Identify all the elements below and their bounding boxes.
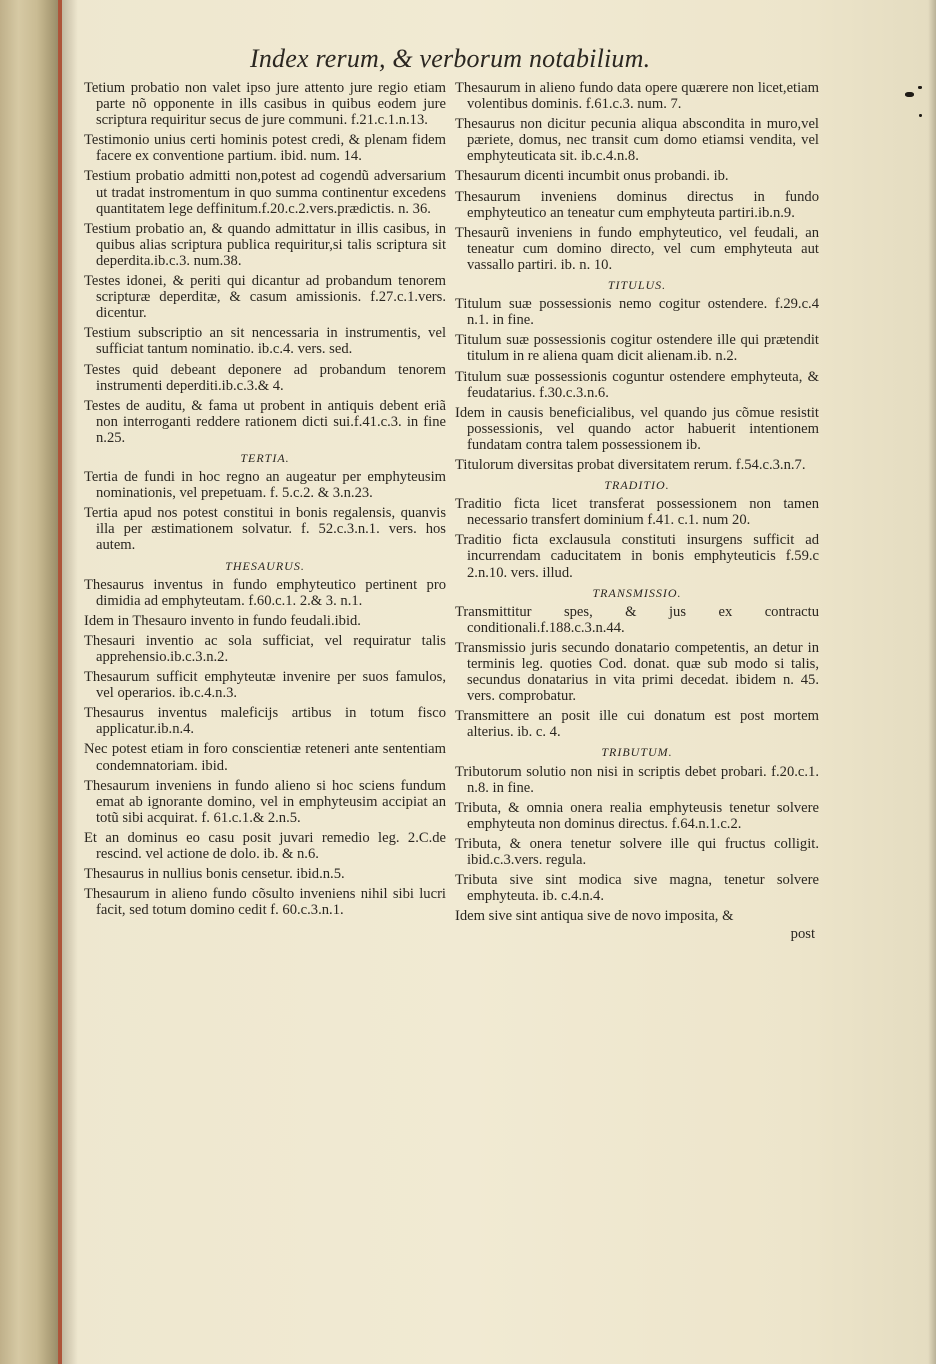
index-entry: Testes de auditu, & fama ut probent in antiquis debent eriã non interroganti reddere rationem dicti sui.f.41.c.3. in fine n.25. (84, 397, 446, 446)
index-column-left (84, 80, 446, 922)
index-entry: Idem in causis beneficialibus, vel quando jus cõmue resistit possessionis, vel quando actor habuerit intentionem fundatam contra talem possessionem ib. (455, 404, 819, 453)
index-entry: Idem sive sint antiqua sive de novo imposita, & (455, 908, 734, 925)
index-entry: Testes quid debeant deponere ad probandum tenorem instrumenti deperditi.ib.c.3.& 4. (84, 361, 446, 394)
page-right-edge (928, 0, 936, 1364)
index-entry: Idem in Thesauro invento in fundo feudali.ibid. (84, 612, 361, 629)
section-heading: THESAURUS. (225, 558, 305, 573)
index-entry: Tributa sive sint modica sive magna, tenetur solvere emphyteuta. ib. c.4.n.4. (455, 872, 819, 905)
index-entry: Tertia de fundi in hoc regno an augeatur per emphyteusim nominationis, vel prepetuam. f. 5.c.2. & 3.n.23. (84, 469, 446, 502)
index-entry: Thesauri inventio ac sola sufficiat, vel requiratur talis apprehensio.ib.c.3.n.2. (84, 632, 446, 665)
section-heading: TITULUS. (607, 278, 667, 293)
ink-speck (905, 92, 914, 97)
section-heading: TERTIA. (240, 450, 290, 465)
section-heading: TRANSMISSIO. (592, 585, 682, 600)
running-head: Index rerum, & verborum notabilium. (250, 44, 651, 73)
index-entry: Titulorum diversitas probat diversitatem rerum. f.54.c.3.n.7. (455, 456, 806, 473)
index-entry: Tributa, & onera tenetur solvere ille qui fructus colligit. ibid.c.3.vers. regula. (455, 835, 819, 869)
index-entry: Thesaurum inveniens in fundo alieno si hoc sciens fundum emat ab ignorante domino, vel in emphyteusim accipiat an totũ sibi acquirat. f. 61.c.1.& 2.n.5. (84, 777, 446, 826)
index-entry: Thesaurũ inveniens in fundo emphyteutico, vel feudali, an teneatur cum domino directo, vel cum emphyteuta aut vassallo partiri. ib. n. 10. (455, 224, 819, 273)
index-entry: Titulum suæ possessionis nemo cogitur ostendere. f.29.c.4 n.1. in fine. (455, 296, 819, 329)
index-entry: Nec potest etiam in foro conscientiæ reteneri ante sententiam condemnatoriam. ibid. (84, 741, 446, 774)
index-entry: Thesaurum inveniens dominus directus in fundo emphyteutico an teneatur cum emphyteuta partiri.ib.n.9. (455, 188, 819, 221)
ink-speck (918, 86, 922, 89)
index-entry: Thesaurum dicenti incumbit onus probandi. ib. (455, 168, 729, 185)
index-entry: Thesaurus in nullius bonis censetur. ibid.n.5. (84, 866, 345, 883)
index-entry: Thesaurum sufficit emphyteutæ invenire per suos famulos, vel operarios. ib.c.4.n.3. (84, 669, 446, 702)
index-entry: Thesaurus inventus maleficijs artibus in totum fisco applicatur.ib.n.4. (84, 705, 446, 738)
index-entry: Thesaurum in alieno fundo data opere quærere non licet,etiam volentibus dominis. f.61.c.3. num. 7. (455, 80, 819, 113)
ink-speck (919, 114, 922, 117)
index-entry: Thesaurum in alieno fundo cõsulto inveniens nihil sibi lucri facit, sed totum domino cedit f. 60.c.3.n.1. (84, 886, 446, 919)
index-column-right (455, 80, 819, 943)
gutter-shadow (62, 0, 78, 1364)
index-entry: Tributorum solutio non nisi in scriptis debet probari. f.20.c.1. n.8. in fine. (455, 763, 819, 796)
catchword: post (790, 926, 815, 943)
index-entry: Titulum suæ possessionis coguntur ostendere emphyteuta, & feudatarius. f.30.c.3.n.6. (455, 368, 819, 401)
index-entry: Et an dominus eo casu posit juvari remedio leg. 2.C.de rescind. vel actione de dolo. ib. & n.6. (84, 829, 446, 863)
index-entry: Tetium probatio non valet ipso jure attento jure regio etiam parte nõ opponente in ills casibus in quibus eodem jure scriptura requiritur secus de jure communi. f.21.c.1.n.13. (84, 80, 446, 129)
index-entry: Testium subscriptio an sit nencessaria in instrumentis, vel sufficiat tantum nominatio. ib.c.4. vers. sed. (84, 325, 446, 358)
index-entry: Testium probatio admitti non,potest ad cogendũ adversarium ut tradat instromentum in quo summa continentur excedens quantitatem lege deffinitum.f.20.c.2.vers.prædictis. n. 36. (84, 168, 446, 217)
index-entry: Testes idonei, & periti qui dicantur ad probandum tenorem scripturæ deperditæ, & casum amissionis. f.27.c.1.vers. dicentur. (84, 273, 446, 322)
index-entry: Thesaurus inventus in fundo emphyteutico pertinent pro dimidia ad emphyteutam. f.60.c.1. 2.& 3. n.1. (84, 576, 446, 609)
index-entry: Thesaurus non dicitur pecunia aliqua abscondita in muro,vel pæriete, domus, nec transit cum domo etiamsi vendita, vel emphyteuticata sit. ib.c.4.n.8. (455, 116, 819, 165)
index-entry: Tertia apud nos potest constitui in bonis regalensis, quanvis illa per æstimationem solvatur. f. 52.c.3.n.1. vers. hos autem. (84, 505, 446, 554)
index-entry: Transmissio juris secundo donatario competentis, an detur in terminis leg. quoties Cod. donat. quæ sub modo si talis, secundus donatarius in vita primi decedat. ibidem n. 45. vers. comprobatur. (455, 639, 819, 705)
book-binding (0, 0, 62, 1364)
index-entry: Titulum suæ possessionis cogitur ostendere ille qui prætendit titulum in re aliena quam dicit alienam.ib. n.2. (455, 332, 819, 365)
index-entry: Transmittitur spes, & jus ex contractu conditionali.f.188.c.3.n.44. (455, 603, 819, 636)
index-entry: Traditio ficta licet transferat possessionem non tamen necessario transfert dominium f.41. c.1. num 20. (455, 496, 819, 529)
section-heading: TRADITIO. (604, 478, 670, 493)
index-entry: Testimonio unius certi hominis potest credi, & plenam fidem facere ex conventione partium. ibid. num. 14. (84, 132, 446, 165)
index-entry: Traditio ficta exclausula constituti insurgens sufficit ad incurrendam caducitatem in bonis emphyteuticis f.59.c 2.n.10. vers. illud. (455, 532, 819, 581)
index-entry: Transmittere an posit ille cui donatum est post mortem alterius. ib. c. 4. (455, 708, 819, 741)
section-heading: TRIBUTUM. (601, 745, 673, 760)
index-entry: Tributa, & omnia onera realia emphyteusis tenetur solvere emphyteuta non dominus directus. f.64.n.1.c.2. (455, 799, 819, 832)
index-entry: Testium probatio an, & quando admittatur in illis casibus, in quibus alias scriptura publica requiritur,si talis scriptura sit deperdita.ib.c.3. num.38. (84, 220, 446, 269)
